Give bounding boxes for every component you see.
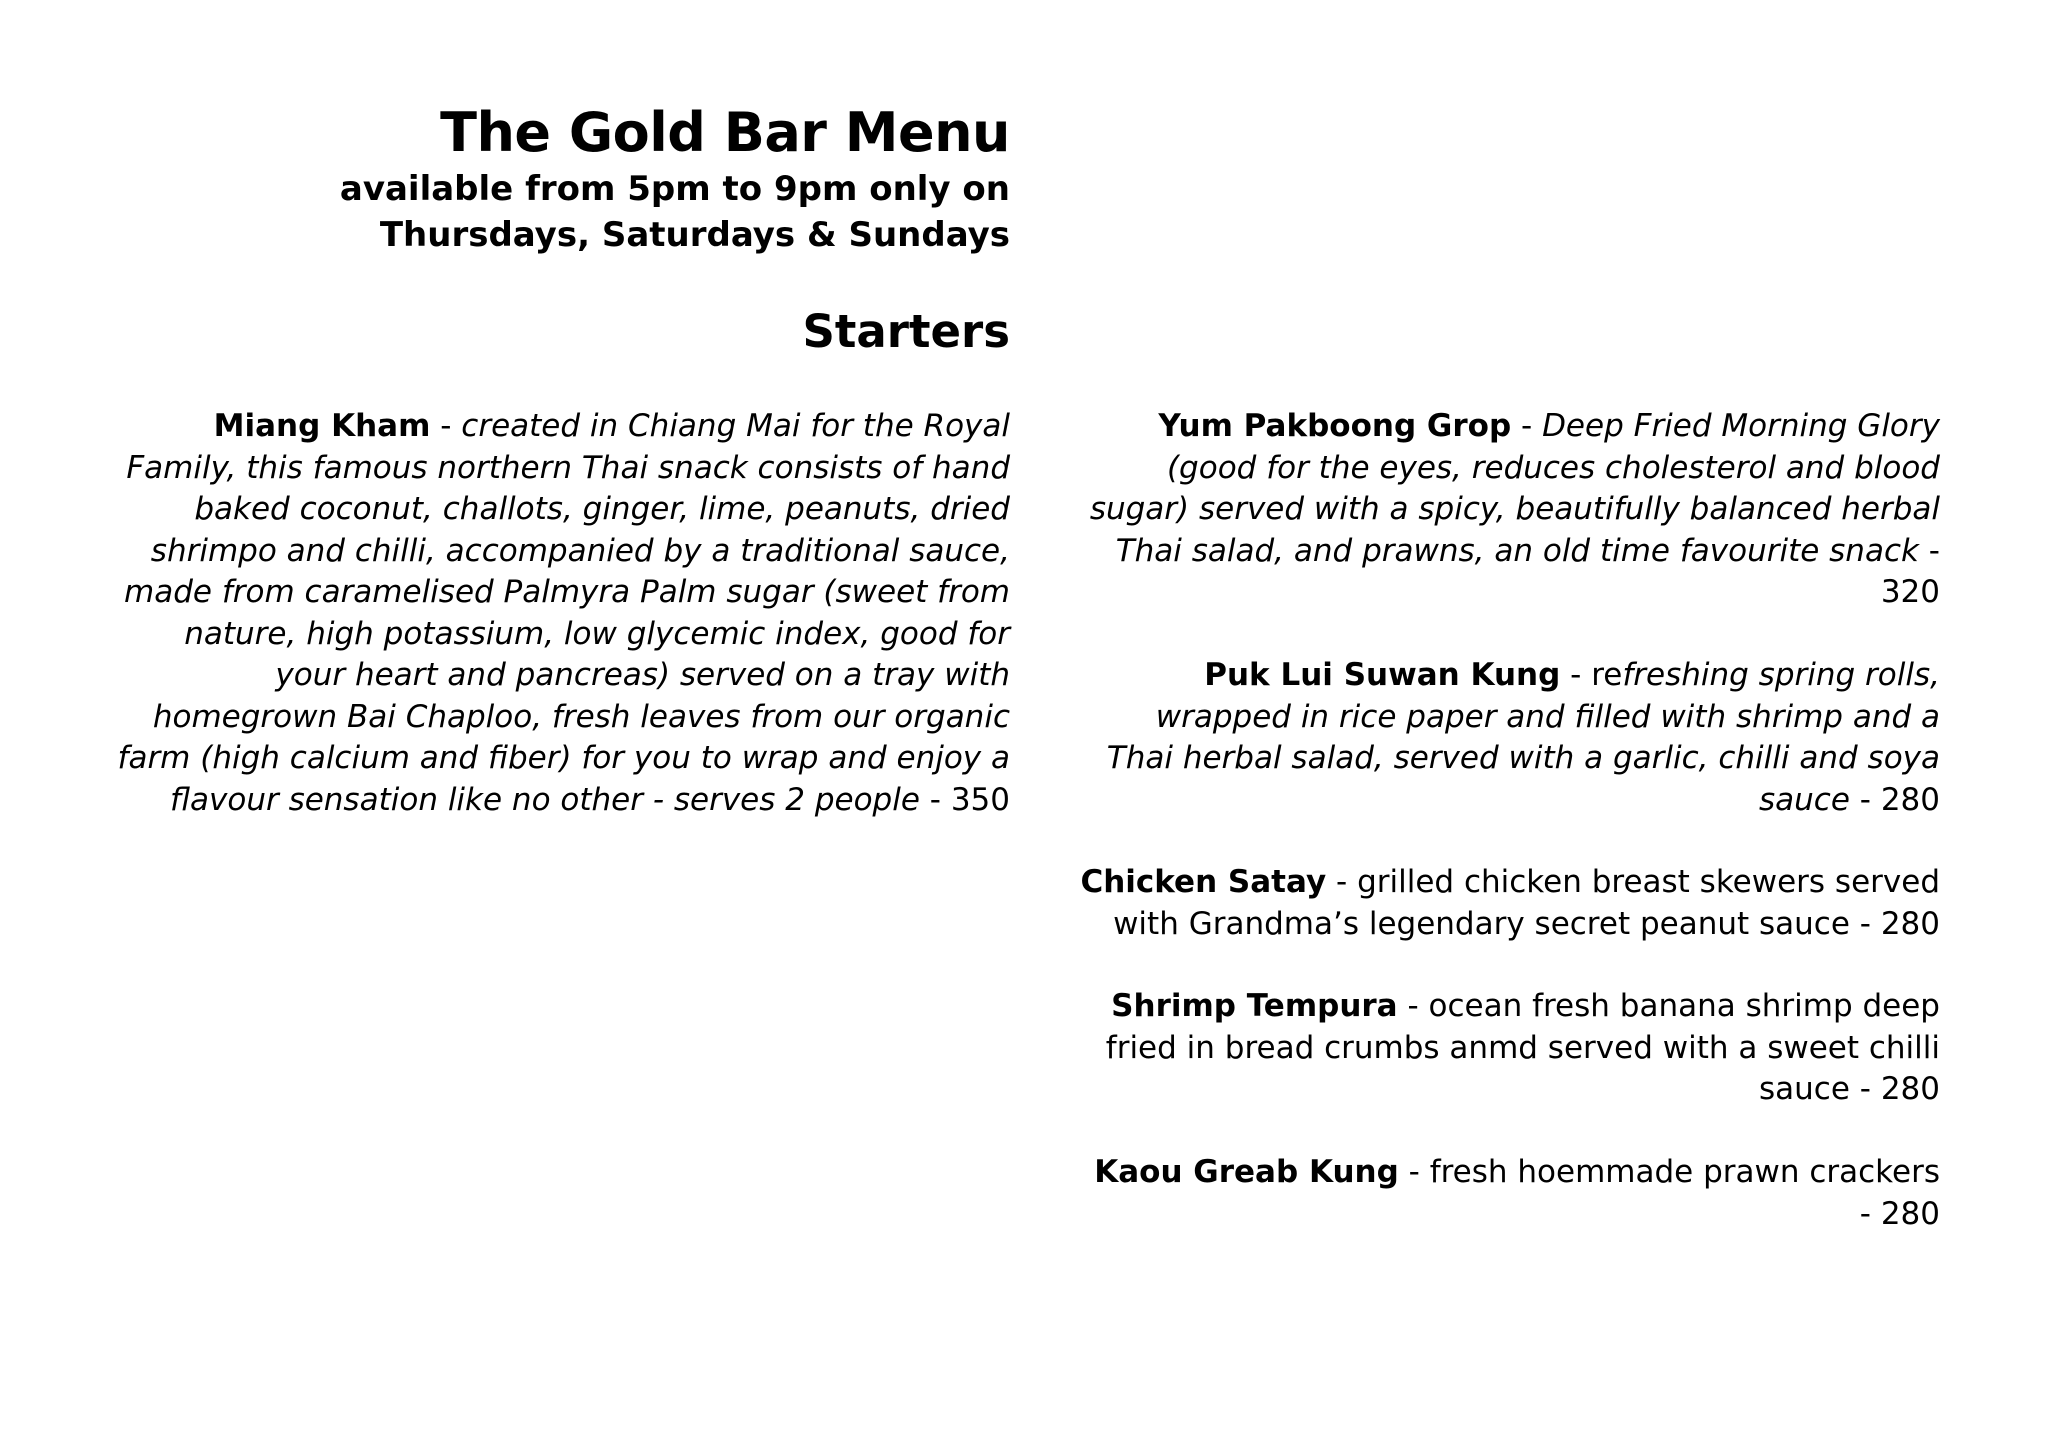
- menu-item-separator: -: [430, 408, 462, 444]
- menu-item-yum-pakboong-grop: [1080, 406, 1940, 614]
- menu-title: The Gold Bar Menu: [440, 101, 1010, 164]
- menu-item-name: Chicken Satay: [1080, 864, 1327, 900]
- menu-item-price: - 280: [1849, 781, 1940, 818]
- menu-item-puk-lui-suwan-kung: [1080, 655, 1940, 821]
- menu-item-description: grilled chicken breast skewers served with Grandma’s legendary secret peanut sauce: [1113, 864, 1940, 942]
- menu-item-kaou-greab-kung: [1080, 1152, 1940, 1235]
- menu-item-description: created in Chiang Mai for the Royal Family, this famous northern Thai snack consists of hand baked coconut, challots, ginger, lime, peanuts, dried shrimpo and chilli, accompanied by a traditional sauce, made from caramelised Palmyra Palm sugar (sweet from nature, high potassium, low glycemic index, good for your heart and pancreas) served on a tray with homegrown Bai Chaploo, fresh leaves from our organic farm (high calcium and fiber) for you to wrap and enjoy a flavour sensation like no other - serves 2 people: [117, 408, 1010, 818]
- menu-item-description: ocean fresh banana shrimp deep fried in bread crumbs anmd served with a sweet chilli sauce: [1105, 988, 1940, 1107]
- menu-availability-line1: available from 5pm to 9pm only on: [339, 169, 1010, 209]
- menu-item-separator: -: [1560, 657, 1592, 693]
- menu-item-description: fresh hoemmade prawn crackers: [1429, 1154, 1940, 1190]
- menu-item-separator: -: [1398, 1154, 1430, 1190]
- menu-item-price: - 280: [1859, 1195, 1940, 1232]
- menu-item-price: - 350: [919, 781, 1010, 818]
- menu-availability-line2: Thursdays, Saturdays & Sundays: [379, 215, 1010, 255]
- menu-item-separator: -: [1326, 864, 1358, 900]
- menu-item-name: Miang Kham: [213, 408, 431, 444]
- menu-item-price: - 280: [1849, 1071, 1940, 1107]
- section-heading-starters: Starters: [802, 305, 1010, 358]
- menu-item-shrimp-tempura: [1080, 986, 1940, 1111]
- menu-item-separator: -: [1511, 408, 1543, 444]
- menu-header: [110, 100, 1010, 258]
- menu-item-description-prefix: re: [1591, 657, 1623, 693]
- menu-item-name: Kaou Greab Kung: [1094, 1154, 1399, 1190]
- menu-item-description: Deep Fried Morning Glory (good for the eyes, reduces cholesterol and blood sugar) served with a spicy, beautifully balanced herbal Thai salad, and prawns, an old time favourite snack: [1089, 408, 1940, 569]
- menu-item-description: freshing spring rolls, wrapped in rice paper and filled with shrimp and a Thai herbal salad, served with a garlic, chilli and soya sauce: [1106, 657, 1940, 818]
- menu-item-price: - 280: [1849, 905, 1940, 942]
- menu-item-separator: -: [1397, 988, 1429, 1024]
- menu-item-chicken-satay: [1080, 862, 1940, 945]
- menu-item-name: Shrimp Tempura: [1111, 988, 1398, 1024]
- menu-item-miang-kham: [110, 406, 1010, 821]
- menu-item-name: Puk Lui Suwan Kung: [1204, 657, 1561, 693]
- menu-item-name: Yum Pakboong Grop: [1158, 408, 1512, 444]
- menu-item-price: - 320: [1880, 532, 1940, 610]
